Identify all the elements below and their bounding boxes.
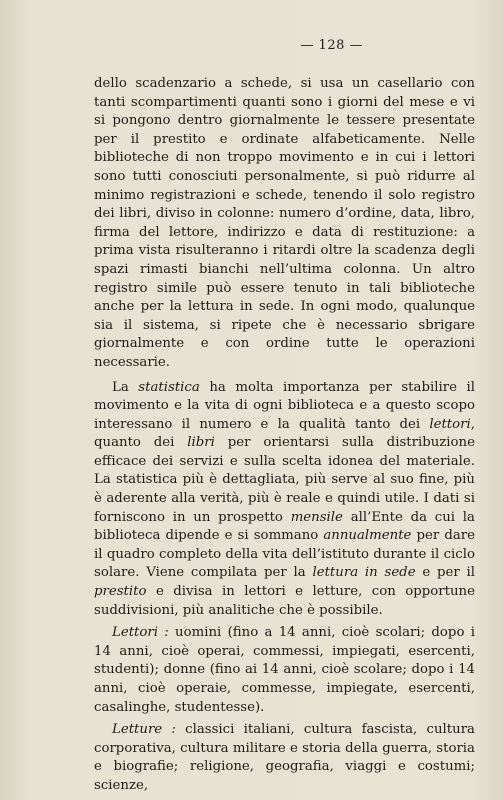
italic-term: Lettori : <box>112 625 169 641</box>
page-body <box>94 75 475 796</box>
italic-term: mensile <box>290 509 343 525</box>
text-run: per dare il quadro completo della vita dell’istituto durante il ciclo solare. Viene compilata per la <box>94 528 476 581</box>
text-run: uomini (fino a 14 anni, cioè scolari; dopo i 14 anni, cioè operai, commessi, impiegati, esercenti, studenti); donne (fino ai 14 anni, cioè scolare; dopo i 14 anni, cioè operaie, commesse, impiegate, esercenti, casalinghe, studentesse). <box>94 625 475 715</box>
paragraph-scadenzario <box>94 75 475 373</box>
text-run: e divisa in lettori e letture, con opportune suddivisioni, più analitiche che è possibile. <box>94 584 475 618</box>
text-run: per orientarsi sulla distribuzione efficace dei servizi e sulla scelta idonea del materiale. La statistica più è dettagliata, più serve al suo fine, più è aderente alla verità, più è reale e quindi utile. I dati si forniscono in un prospetto <box>94 435 475 525</box>
italic-term: annualmente <box>323 528 412 544</box>
paragraph-lettori <box>94 624 475 717</box>
text-run: ha molta importanza per stabilire il movimento e la vita di ogni biblioteca e a questo scopo interessano il numero e la qualità tanto dei <box>94 379 475 432</box>
paragraph-statistica <box>94 379 475 621</box>
text-run: all’Ente da cui la biblioteca dipende e si sommano <box>94 509 475 544</box>
text-run: , quanto dei <box>94 416 475 451</box>
page-number: — 128 — <box>300 38 363 53</box>
italic-term: prestito <box>94 584 147 600</box>
text-run: dello scadenzario a schede, si usa un casellario con tanti scompartimenti quanti sono i giorni del mese e vi si pongono dentro giornalmente le tessere presentate per il prestito e ordinate alfabeticamente. Nelle biblioteche di non troppo movimento e in cui i lettori sono tutti conosciuti personalmente, si può ridurre al minimo registrazioni e schede, tenendo il solo registro dei libri, diviso in colonne: numero d’ordine, data, libro, firma del lettore, indirizzo e data di restituzione: a prima vista risulteranno i ritardi oltre la scadenza degli spazi rimasti bianchi nell’ultima colonna. Un altro registro simile può essere tenuto in tali biblioteche anche per la lettura in sede. In ogni modo, qualunque sia il sistema, si ripete che è necessario sbrigare giornalmente e con ordine tutte le operazioni necessarie. <box>94 76 475 370</box>
italic-term: Letture : <box>112 722 176 738</box>
italic-term: libri <box>187 435 215 451</box>
text-run: e per il <box>415 565 476 581</box>
paragraph-letture <box>94 721 475 795</box>
text-run: La <box>112 379 139 395</box>
text-run: classici italiani, cultura fascista, cultura corporativa, cultura militare e storia della guerra, storia e biografie; religione, geografia, viaggi e costumi; scienze, <box>94 722 475 793</box>
italic-term: lettura in sede <box>312 565 416 581</box>
italic-term: lettori <box>429 416 471 432</box>
italic-term: statistica <box>138 379 200 395</box>
